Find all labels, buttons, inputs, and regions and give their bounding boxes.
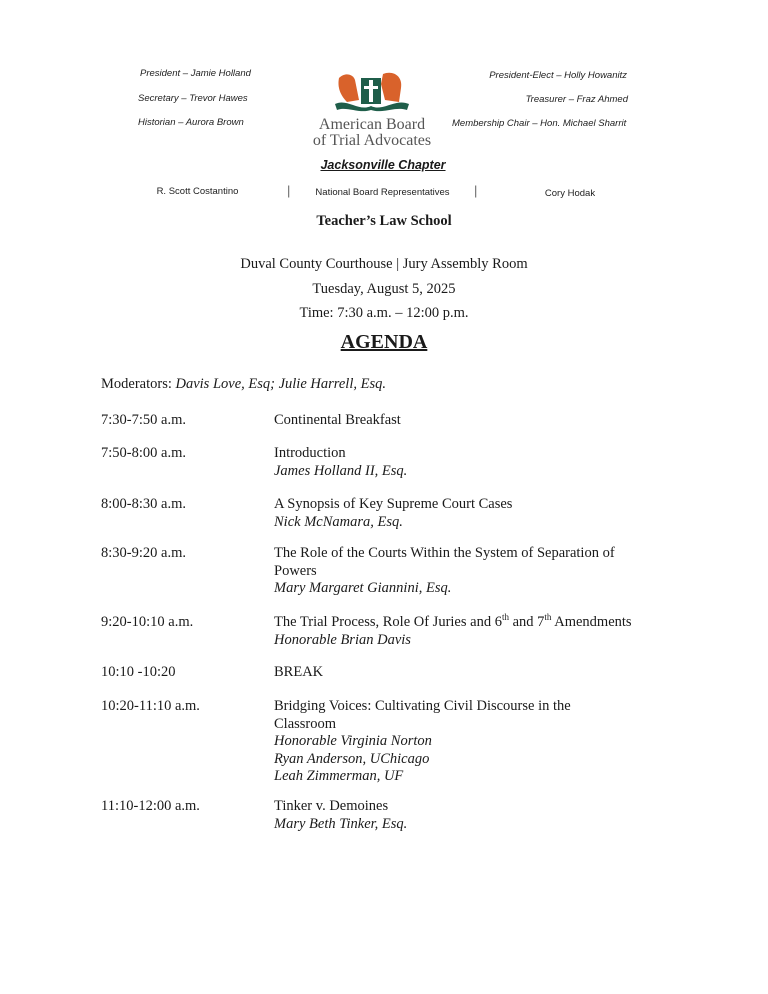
agenda-item: [274, 614, 714, 649]
abota-crest-logo: [333, 70, 411, 112]
agenda-title: [274, 614, 714, 632]
agenda-time: 8:00-8:30 a.m.: [101, 496, 186, 512]
chapter-name: Jacksonville Chapter: [320, 158, 446, 172]
moderators: [101, 376, 386, 394]
event-title: Teacher’s Law School: [316, 213, 452, 229]
officer-president: President – Jamie Holland: [140, 68, 251, 79]
separator: |: [287, 183, 291, 198]
officer-president-elect: President-Elect – Holly Howanitz: [489, 70, 627, 81]
agenda-speaker: Nick McNamara, Esq.: [274, 513, 403, 530]
rep-center: National Board Representatives: [315, 187, 450, 198]
agenda-title: The Role of the Courts Within the System of Separation of Powers: [274, 545, 615, 579]
agenda-item: [274, 798, 674, 833]
agenda-title: Bridging Voices: Cultivating Civil Discourse in the Classroom: [274, 698, 571, 732]
agenda-item: [274, 496, 674, 531]
title-part: The Trial Process, Role Of Juries and 6: [274, 614, 502, 630]
agenda-time: 8:30-9:20 a.m.: [101, 545, 186, 561]
agenda-speaker: James Holland II, Esq.: [274, 462, 408, 479]
agenda-speaker: Honorable Virginia Norton: [274, 733, 432, 749]
superscript: th: [544, 612, 552, 623]
agenda-title: Introduction: [274, 445, 346, 461]
agenda-time: 7:50-8:00 a.m.: [101, 445, 186, 461]
superscript: th: [501, 612, 509, 623]
moderators-label: Moderators:: [101, 376, 172, 392]
agenda-title: Continental Breakfast: [274, 412, 401, 428]
title-part: and 7: [508, 614, 545, 630]
agenda-title: A Synopsis of Key Supreme Court Cases: [274, 496, 513, 512]
logo-line-2: of Trial Advocates: [312, 132, 432, 149]
agenda-speaker: Ryan Anderson, UChicago: [274, 750, 430, 767]
separator: |: [474, 183, 478, 198]
title-part: Amendments: [551, 614, 632, 630]
agenda-time: 10:20-11:10 a.m.: [101, 698, 200, 714]
agenda-item: [274, 445, 674, 480]
agenda-time: 7:30-7:50 a.m.: [101, 412, 186, 428]
agenda-heading: AGENDA: [340, 331, 428, 353]
agenda-speaker: Leah Zimmerman, UF: [274, 768, 404, 784]
agenda-time: 11:10-12:00 a.m.: [101, 798, 200, 814]
agenda-title: Tinker v. Demoines: [274, 798, 389, 814]
rep-right: Cory Hodak: [544, 188, 596, 199]
agenda-speaker: Mary Margaret Giannini, Esq.: [274, 580, 452, 596]
agenda-time: 10:10 -10:20: [101, 664, 176, 680]
event-time: Time: 7:30 a.m. – 12:00 p.m.: [299, 305, 469, 321]
logo-line-1: American Board: [318, 116, 426, 133]
rep-left: R. Scott Costantino: [156, 186, 239, 197]
event-location: Duval County Courthouse | Jury Assembly Room: [240, 256, 528, 272]
officer-membership-chair: Membership Chair – Hon. Michael Sharrit: [452, 118, 627, 129]
moderators-names: Davis Love, Esq; Julie Harrell, Esq.: [175, 376, 386, 392]
event-date: Tuesday, August 5, 2025: [312, 281, 456, 297]
officer-secretary: Secretary – Trevor Hawes: [138, 93, 248, 104]
officer-historian: Historian – Aurora Brown: [138, 117, 244, 128]
agenda-speaker: Mary Beth Tinker, Esq.: [274, 815, 408, 832]
agenda-item: [274, 698, 594, 786]
agenda-title: BREAK: [274, 664, 324, 680]
agenda-item: [274, 545, 634, 598]
agenda-time: 9:20-10:10 a.m.: [101, 614, 194, 630]
agenda-speaker: Honorable Brian Davis: [274, 631, 411, 648]
logo-text: [302, 117, 442, 149]
officer-treasurer: Treasurer – Fraz Ahmed: [525, 94, 628, 105]
